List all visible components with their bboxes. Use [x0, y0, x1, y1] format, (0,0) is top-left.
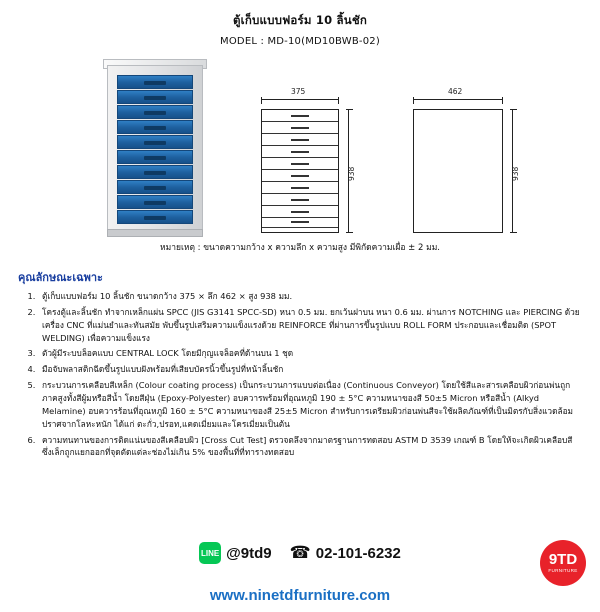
drawer: [117, 180, 193, 194]
drawer-handle: [291, 151, 309, 153]
drawer: [117, 195, 193, 209]
drawer-handle: [291, 163, 309, 165]
phone-icon: ☎: [289, 543, 311, 563]
model-code: MODEL : MD-10(MD10BWB-02): [220, 36, 380, 47]
spec-item: 5. กระบวนการเคลือบสีเหล็ก (Colour coating process) เป็นกระบวนการแบบต่อเนื่อง (Continuous Conveyor) โดยใช้สีและสารเคลือบผิวก่อนพ่นถูกภาคสูงทั้งสีผู้มหรือสีน้ำ โดยสีฝุ่น (Epoxy-Polyester) อบควารพร้อมที่อุณหภูมิ 190 ± 5°C ความหนาของสี 50±5 Micron หรือสีน้ำ (Alkyd Melamine) อบควารร้อนที่อุณหภูมิ 160 ± 5°C ความหนาของสี 25±5 Micron สำหรับการเตรียมผิวก่อนพ่นสีจะใช้ผลิตภัณฑ์ที่เป็นมิตรกับสิ่งแวดล้อม ปราศจากโลหะหนัก ได้แก่ ตะกั่ว,ปรอท,แคดเมี่ยมและโครเมี่ยมเป็นต้น: [38, 379, 582, 430]
front-drawer-line: [262, 193, 338, 194]
drawer: [117, 150, 193, 164]
front-drawer-line: [262, 133, 338, 134]
front-drawer-line: [262, 205, 338, 206]
side-width-dimension-line: [413, 99, 503, 100]
line-id-text: @9td9: [226, 544, 272, 562]
phone-number: 02-101-6232: [315, 544, 401, 562]
spec-item: 6. ความทนทานของการติดแน่นของสีเคลือบผิว [Cross Cut Test] ตรวจตลึงจากมาตรฐานการทดสอบ ASTM D 3539 เกณฑ์ B โดยให้จะเกิดผิวเคลือบสีซึ่งเล็กถูกแยกออกที่จุดตัดแต่ละช่องไม่เกิน 5% ของพื้นที่ที่ทารางทดสอบ: [38, 434, 582, 460]
cabinet-photo: [95, 57, 213, 235]
front-drawer-line: [262, 157, 338, 158]
front-drawer-line: [262, 121, 338, 122]
contact-row: [0, 542, 600, 564]
line-contact[interactable]: [199, 542, 271, 564]
drawer: [117, 210, 193, 224]
cabinet-base: [107, 229, 203, 237]
cabinet-drawer-stack: [117, 75, 193, 225]
front-height-label: 938: [347, 166, 356, 181]
side-view-drawing: [400, 53, 520, 238]
drawer-handle: [291, 187, 309, 189]
dimension-note: หมายเหตุ : ขนาดความกว้าง x ความลึก x ความสูง มีพิกัดความเผื่อ ± 2 มม.: [159, 243, 441, 253]
front-width-label: 375: [291, 87, 306, 96]
phone-contact[interactable]: [290, 543, 401, 563]
front-view-drawing: [248, 53, 358, 238]
logo-primary-text: 9TD: [548, 551, 578, 569]
company-logo: [540, 540, 586, 586]
drawer: [117, 105, 193, 119]
front-drawer-line: [262, 227, 338, 228]
front-width-dimension-line: [261, 99, 339, 100]
drawer-handle: [291, 175, 309, 177]
front-drawer-line: [262, 145, 338, 146]
drawer-handle: [291, 221, 309, 223]
drawer: [117, 90, 193, 104]
website-url[interactable]: www.ninetdfurniture.com: [209, 587, 391, 604]
page-title: ตู้เก็บแบบฟอร์ม 10 ลิ้นชัก: [233, 13, 367, 27]
drawer: [117, 120, 193, 134]
drawer-handle: [291, 211, 309, 213]
drawer-handle: [291, 115, 309, 117]
spec-item: 4. มือจับพลาสติกฉีดขึ้นรูปแบบฝังพร้อมที่เสียบบัตรนิ้วขึ้นรูปที่หน้าลิ้นชัก: [38, 363, 582, 376]
specifications-list: [18, 290, 582, 459]
front-drawer-line: [262, 169, 338, 170]
side-width-label: 462: [448, 87, 463, 96]
logo-secondary-text: FURNITURE: [548, 568, 578, 574]
front-drawer-line: [262, 217, 338, 218]
side-view-frame: [413, 109, 503, 233]
specifications-heading: คุณลักษณะเฉพาะ: [18, 271, 103, 284]
drawer: [117, 75, 193, 89]
side-height-label: 938: [511, 166, 520, 181]
document-page: [0, 12, 600, 612]
spec-item: 1. ตู้เก็บแบบฟอร์ม 10 ลิ้นชัก ขนาดกว้าง 375 × ลึก 462 × สูง 938 มม.: [38, 290, 582, 303]
drawer: [117, 135, 193, 149]
footer: [0, 540, 600, 612]
spec-item: 3. ตัวผู้มีระบบล็อคแบบ CENTRAL LOCK โดยมีกุญแจล็อคที่ด้านบน 1 ชุด: [38, 347, 582, 360]
front-view-frame: [261, 109, 339, 233]
drawer-handle: [291, 139, 309, 141]
drawer-handle: [291, 127, 309, 129]
drawer-handle: [291, 199, 309, 201]
spec-item: 2. โครงตู้และลิ้นชัก ทำจากเหล็กแผ่น SPCC (JIS G3141 SPCC-SD) หนา 0.5 มม. ยกเว้นฝาบน หนา 0.6 มม. ผ่านการ NOTCHING และ PIERCING ด้วยเครื่อง CNC ที่แม่นยำและทันสมัย พับขึ้นรูปเสริมความแข็งแรงด้วย REINFORCE ที่ผ่านการขึ้นรูปแบบ ROLL FORM ประกอบและเชื่อมติด (SPOT WELDING) เพื่อความแข็งแรง: [38, 306, 582, 345]
line-icon: LINE: [199, 542, 221, 564]
front-drawer-line: [262, 181, 338, 182]
product-drawing-area: [0, 53, 600, 238]
drawer: [117, 165, 193, 179]
